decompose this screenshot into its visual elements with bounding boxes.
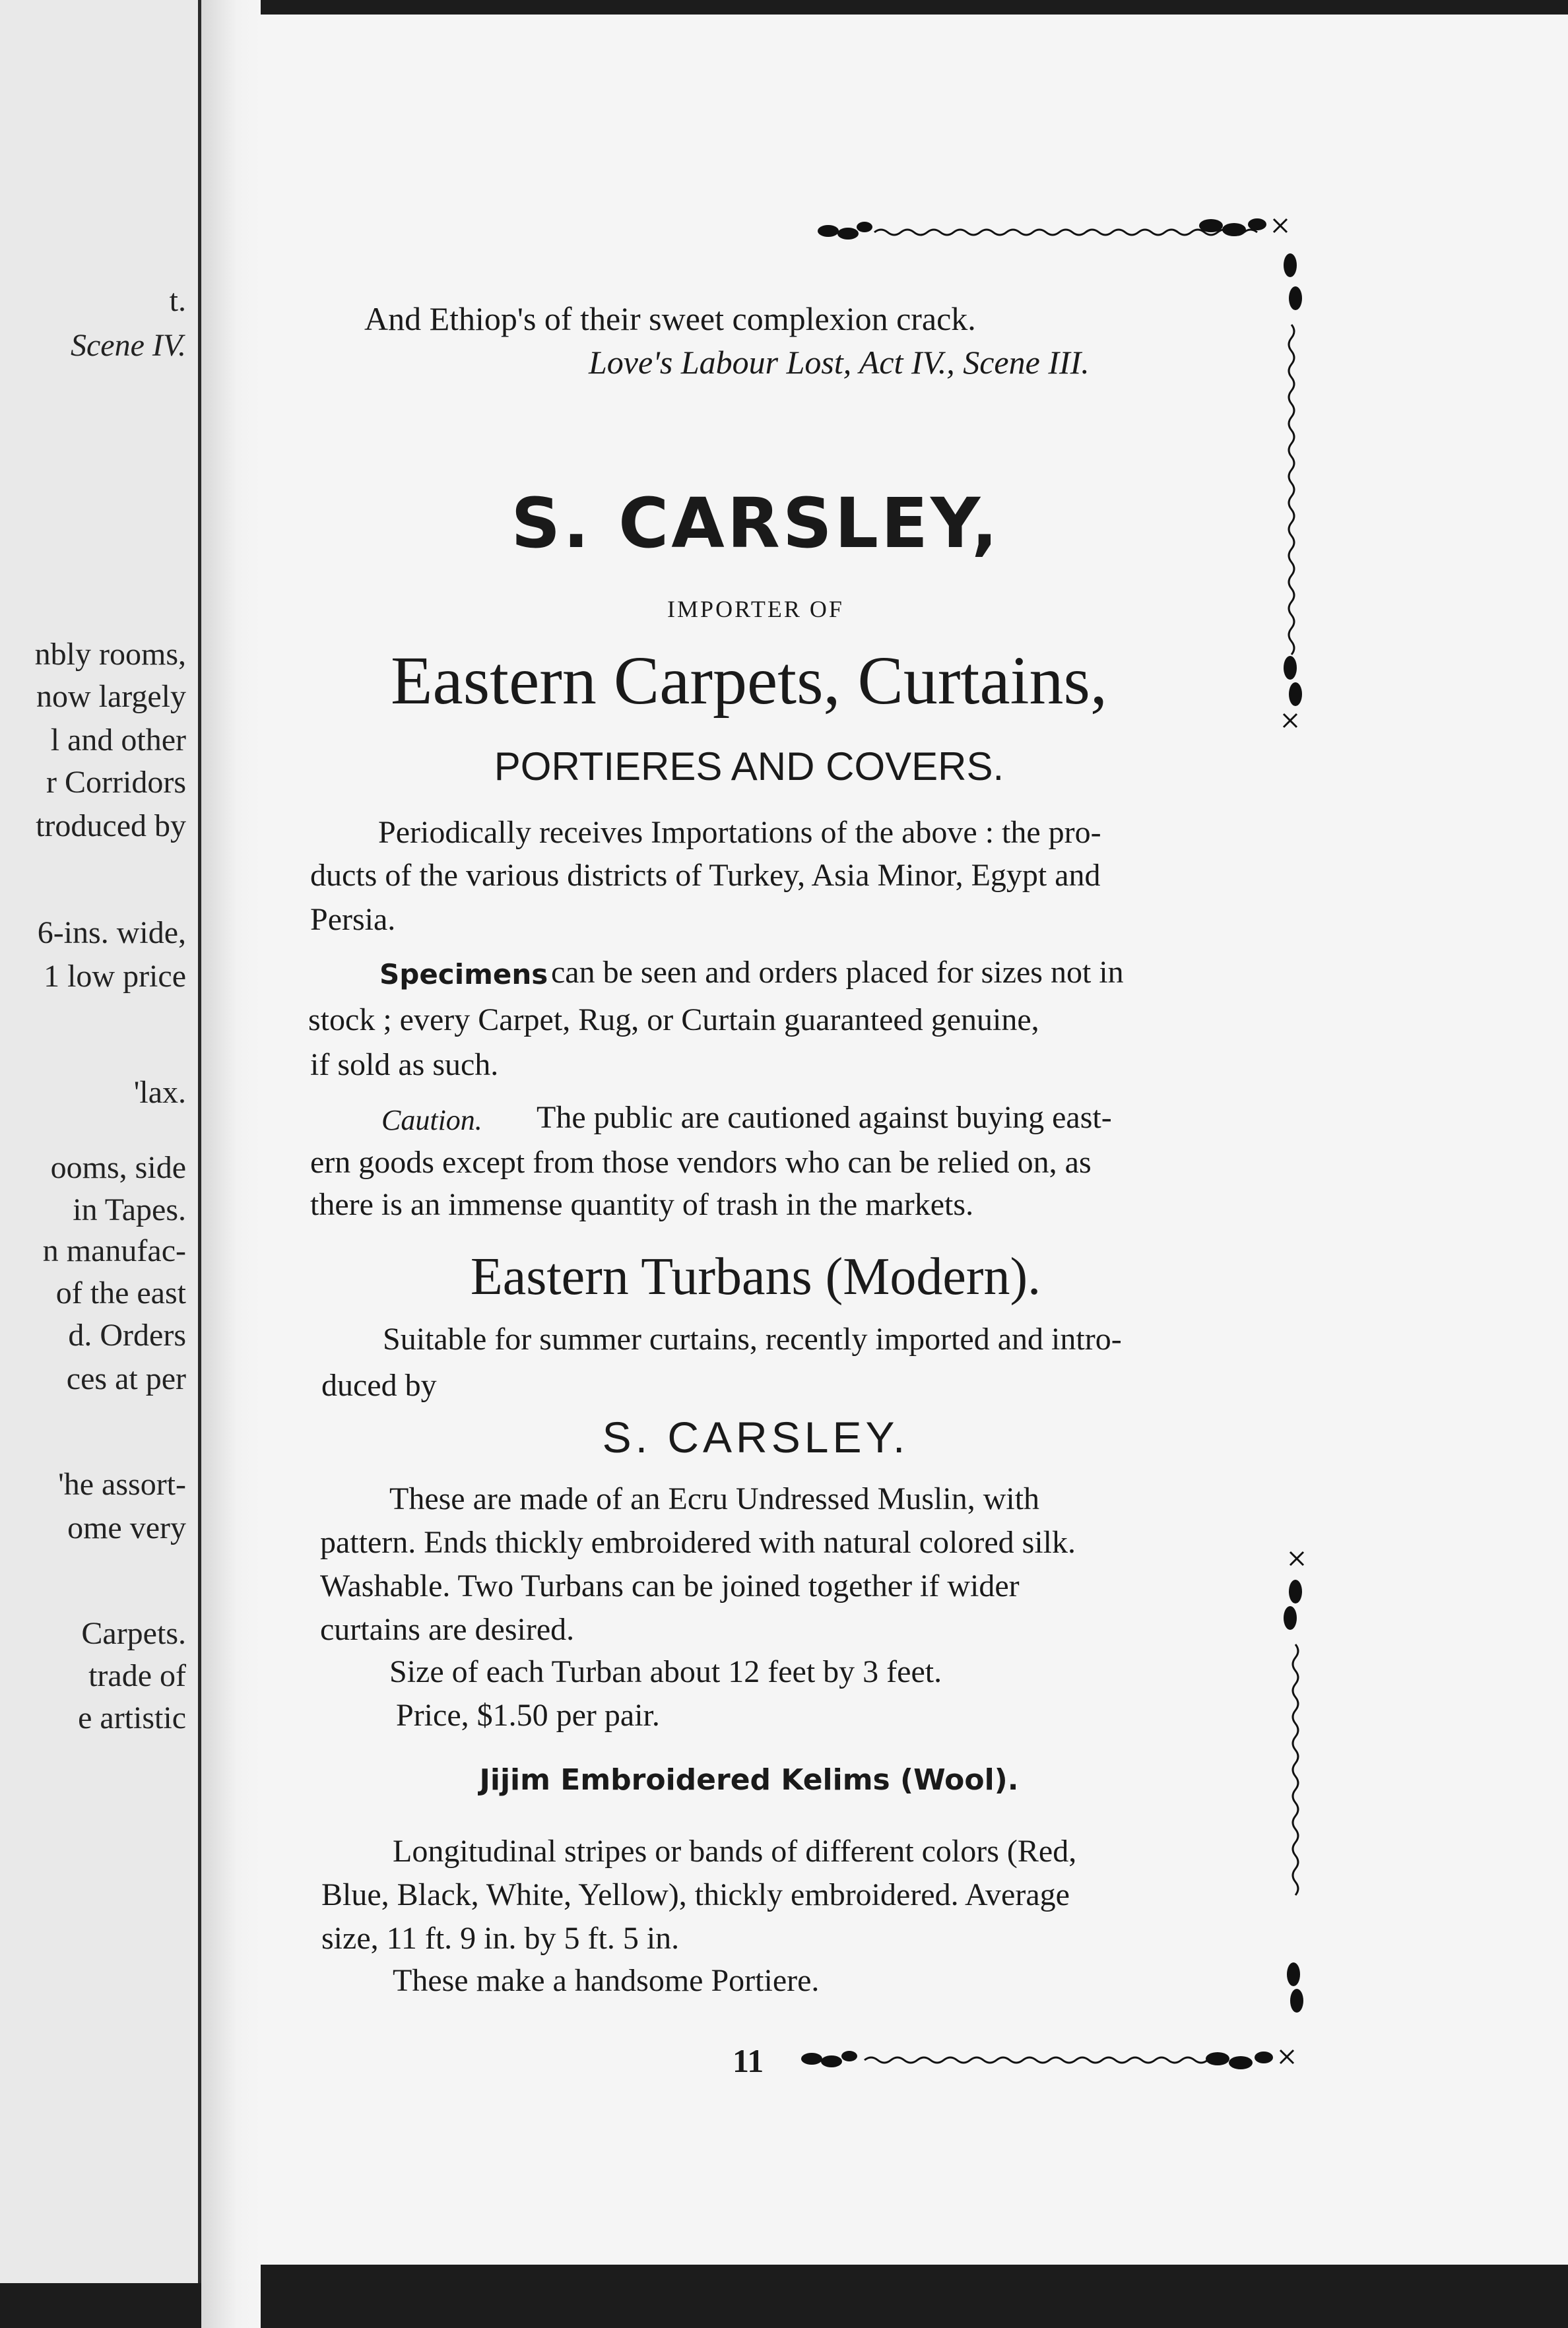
paragraph-line: there is an immense quantity of trash in the markets. bbox=[310, 1187, 974, 1222]
right-vine-ornament-top bbox=[1284, 253, 1302, 727]
facing-line: Scene IV. bbox=[70, 328, 186, 363]
paragraph-line: Persia. bbox=[310, 902, 396, 937]
paragraph-line: stock ; every Carpet, Rug, or Curtain guaranteed genuine, bbox=[308, 1002, 1039, 1037]
paragraph-line: if sold as such. bbox=[310, 1047, 499, 1082]
paragraph-line: Blue, Black, White, Yellow), thickly embroidered. Average bbox=[321, 1877, 1070, 1912]
facing-line: e artistic bbox=[78, 1700, 186, 1735]
specimens-lead: Specimens bbox=[379, 958, 548, 990]
portiere-note: These make a handsome Portiere. bbox=[393, 1963, 820, 1998]
paragraph-line: pattern. Ends thickly embroidered with natural colored silk. bbox=[320, 1525, 1076, 1560]
paragraph-line: Periodically receives Importations of the above : the pro- bbox=[378, 815, 1101, 850]
facing-line: ome very bbox=[67, 1510, 186, 1545]
book-gutter bbox=[201, 0, 261, 2328]
subheadline: PORTIERES AND COVERS. bbox=[494, 744, 1004, 789]
importer-label: IMPORTER OF bbox=[667, 596, 844, 622]
top-vine-ornament bbox=[818, 218, 1287, 240]
facing-line: Carpets. bbox=[81, 1616, 186, 1651]
facing-line: in Tapes. bbox=[73, 1192, 186, 1227]
right-vine-ornament-bottom bbox=[1284, 1552, 1303, 2013]
facing-line: now largely bbox=[36, 679, 186, 714]
paragraph-line: curtains are desired. bbox=[320, 1612, 575, 1647]
paragraph-line: duced by bbox=[321, 1368, 437, 1403]
kelims-heading: Jijim Embroidered Kelims (Wool). bbox=[479, 1763, 1019, 1797]
quote-citation: Love's Labour Lost, Act IV., Scene III. bbox=[589, 344, 1090, 381]
paragraph-line: The public are cautioned against buying east- bbox=[537, 1100, 1112, 1135]
facing-line: 1 low price bbox=[44, 959, 186, 994]
paragraph-line: ducts of the various districts of Turkey, Asia Minor, Egypt and bbox=[310, 858, 1101, 893]
company-signature: S. CARSLEY. bbox=[602, 1413, 909, 1462]
facing-line: 'he assort- bbox=[58, 1467, 186, 1502]
headline: Eastern Carpets, Curtains, bbox=[391, 643, 1107, 719]
bottom-vine-ornament bbox=[801, 2050, 1293, 2069]
facing-line: n manufac- bbox=[42, 1233, 186, 1268]
paragraph-line: Longitudinal stripes or bands of different colors (Red, bbox=[393, 1834, 1077, 1869]
facing-line: t. bbox=[169, 283, 186, 318]
paragraph-line: Suitable for summer curtains, recently imported and intro- bbox=[383, 1322, 1122, 1357]
main-page bbox=[261, 15, 1568, 2265]
paragraph-line: size, 11 ft. 9 in. by 5 ft. 5 in. bbox=[321, 1921, 680, 1956]
facing-line: 6-ins. wide, bbox=[37, 915, 186, 950]
facing-line: ces at per bbox=[66, 1361, 186, 1396]
paragraph-line: Washable. Two Turbans can be joined together if wider bbox=[320, 1568, 1020, 1603]
facing-line: d. Orders bbox=[68, 1318, 186, 1353]
company-title: S. CARSLEY, bbox=[511, 483, 1000, 564]
facing-line: nbly rooms, bbox=[34, 637, 186, 672]
paragraph-line: can be seen and orders placed for sizes not in bbox=[551, 955, 1124, 990]
facing-line: troduced by bbox=[36, 808, 186, 843]
page-number: 11 bbox=[733, 2042, 764, 2079]
facing-page bbox=[0, 0, 205, 2283]
paragraph-line: ern goods except from those vendors who can be relied on, as bbox=[310, 1145, 1092, 1180]
facing-line: r Corridors bbox=[46, 765, 186, 800]
facing-line: trade of bbox=[88, 1658, 186, 1693]
facing-line: of the east bbox=[55, 1276, 186, 1310]
facing-line: l and other bbox=[50, 723, 186, 758]
turbans-heading: Eastern Turbans (Modern). bbox=[470, 1248, 1041, 1306]
size-line: Size of each Turban about 12 feet by 3 feet. bbox=[389, 1654, 942, 1689]
price-line: Price, $1.50 per pair. bbox=[396, 1698, 660, 1733]
facing-line: ooms, side bbox=[50, 1150, 186, 1185]
caution-lead: Caution. bbox=[381, 1104, 482, 1136]
paragraph-line: These are made of an Ecru Undressed Muslin, with bbox=[389, 1481, 1040, 1516]
quote-line: And Ethiop's of their sweet complexion crack. bbox=[364, 300, 976, 337]
facing-line: 'lax. bbox=[133, 1075, 186, 1110]
